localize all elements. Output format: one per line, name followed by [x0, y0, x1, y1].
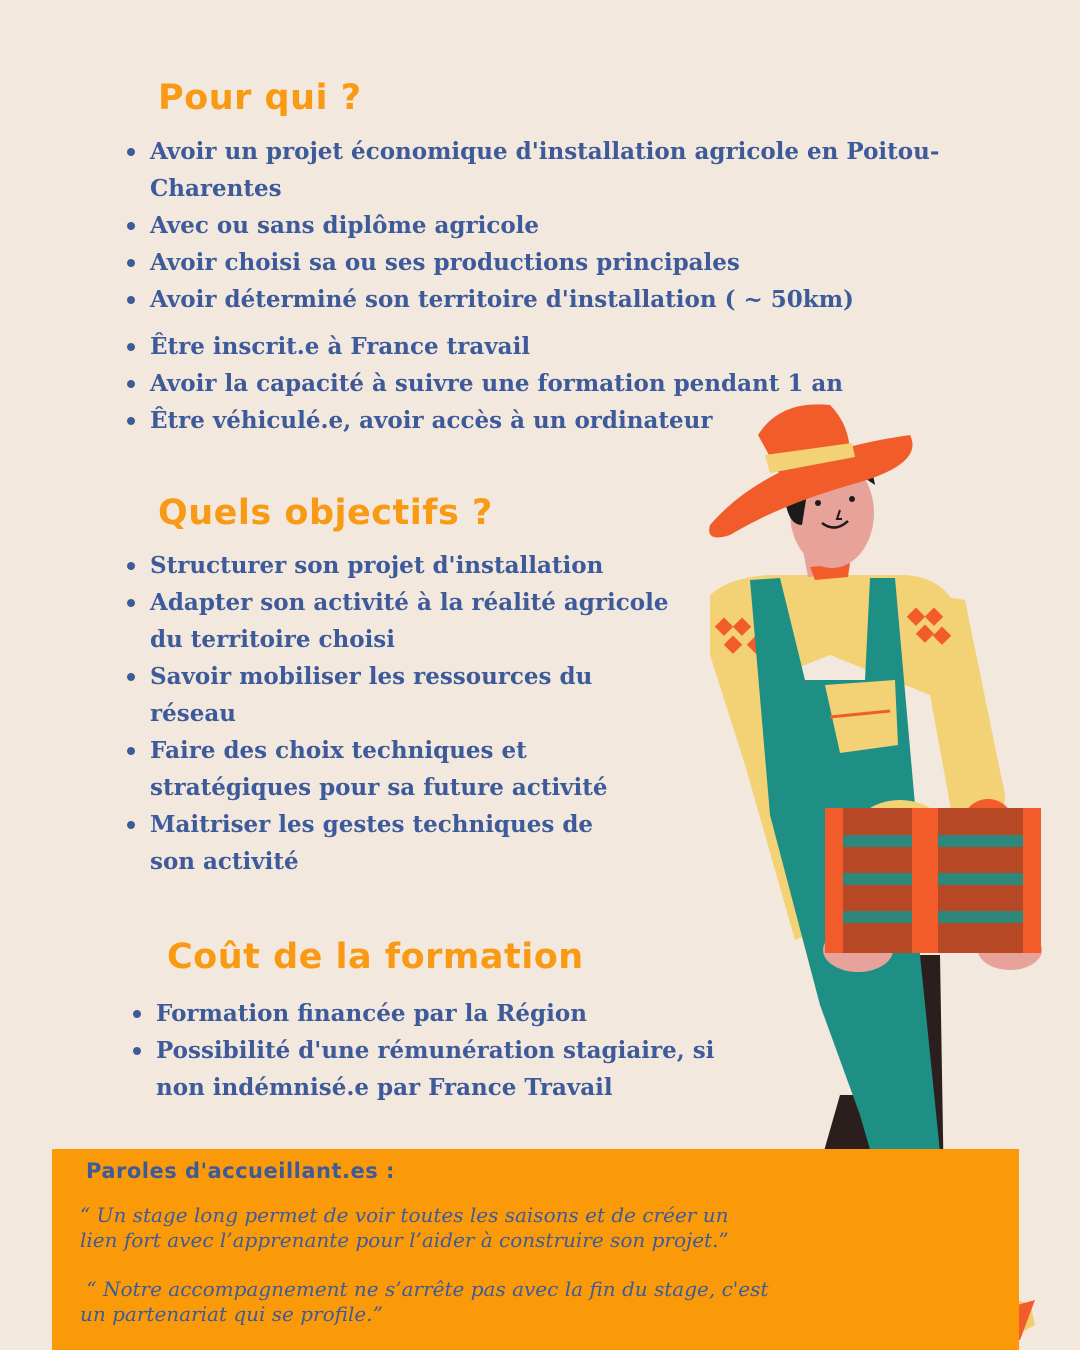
objectifs-list — [150, 547, 670, 880]
list-item: Formation financée par la Région — [156, 995, 756, 1032]
pour-qui-list — [150, 133, 940, 439]
list-item: Avoir choisi sa ou ses productions principales — [150, 244, 940, 281]
list-item: Faire des choix techniques et stratégiques pour sa future activité — [150, 732, 610, 806]
list-item: Possibilité d'une rémunération stagiaire, si non indémnisé.e par France Travail — [156, 1032, 756, 1106]
list-item: Être inscrit.e à France travail — [150, 328, 940, 365]
list-item: Avoir déterminé son territoire d'installation ( ~ 50km) — [150, 281, 940, 318]
testimonial-quote: “ Un stage long permet de voir toutes les saisons et de créer un lien fort avec l’apprenante pour l’aider à construire son projet.” — [80, 1203, 729, 1252]
section-title-cout: Coût de la formation — [167, 937, 584, 977]
list-item: Structurer son projet d'installation — [150, 547, 670, 584]
list-item: Avoir la capacité à suivre une formation pendant 1 an — [150, 365, 940, 402]
section-title-pour-qui: Pour qui ? — [158, 78, 362, 118]
testimonial-title: Paroles d'accueillant.es : — [86, 1159, 395, 1183]
cout-list — [156, 995, 756, 1106]
list-item: Maitriser les gestes techniques de son activité — [150, 806, 640, 880]
list-item: Avoir un projet économique d'installation agricole en Poitou-Charentes — [150, 133, 940, 207]
testimonial-quote: “ Notre accompagnement ne s’arrête pas avec la fin du stage, c'est un partenariat qui se profile.” — [80, 1277, 775, 1326]
list-item: Savoir mobiliser les ressources du réseau — [150, 658, 600, 732]
list-item: Être véhiculé.e, avoir accès à un ordinateur — [150, 402, 940, 439]
list-item: Adapter son activité à la réalité agricole du territoire choisi — [150, 584, 670, 658]
list-item: Avec ou sans diplôme agricole — [150, 207, 940, 244]
testimonial-banner — [52, 1149, 1019, 1350]
section-title-objectifs: Quels objectifs ? — [158, 493, 493, 533]
